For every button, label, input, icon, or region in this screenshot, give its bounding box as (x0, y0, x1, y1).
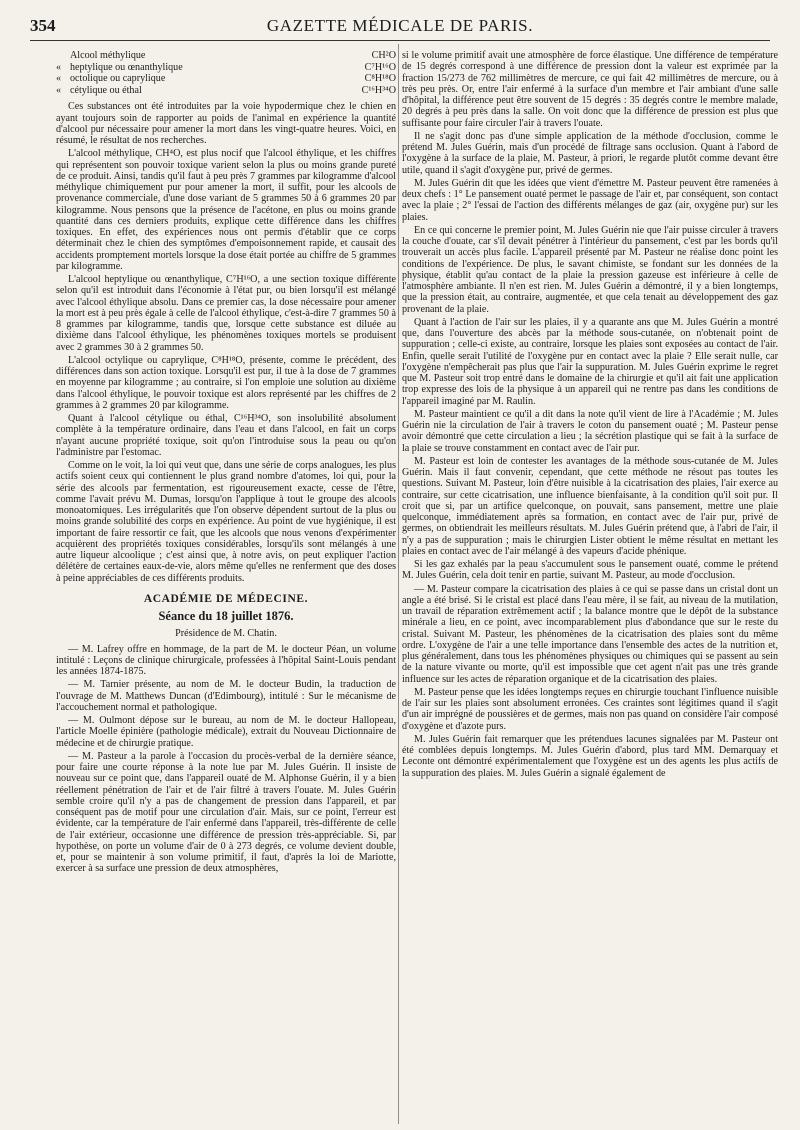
section-heading: ACADÉMIE DE MÉDECINE. (143, 592, 309, 605)
paragraph: M. Jules Guérin fait remarquer que les prétendues lacunes signalées par M. Pasteur ont été comblées depuis longtemps. M. Jules Guérin d'abord, plus tard MM. Demarquay et Leconte ont démontré expérimentalement que l'oxygène est un des agents les plus actifs de la suppuration des plaies. M. Jules Guérin a signalé également de (402, 733, 778, 779)
page-number: 354 (30, 16, 56, 35)
paragraph: En ce qui concerne le premier point, M. Jules Guérin nie que l'air puisse circuler à travers la couche d'ouate, car s'il devait pénétrer à l'intérieur du pansement, c'est par les bords qu'il trouverait un accès plus facile. L'appareil présenté par M. Pasteur ne réalise donc point les conditions de l'expérience. De plus, le savant chimiste, se fondant sur les données de la physique, établit qu'au contact de la plaie la pression gazeuse est inférieure à celle de l'atmosphère ambiante. Il n'en est rien. M. Jules Guérin a démontré, il y a bien longtemps, que la pression était, au contraire, augmentée, et que cela tenait au développement des gaz provenant de la plaie. (402, 224, 778, 315)
alcohol-name: octolique ou caprylique (70, 73, 166, 85)
alcohol-name: heptylique ou œnanthylique (70, 61, 183, 73)
paragraph: Quant à l'action de l'air sur les plaies, il y a quarante ans que M. Jules Guérin a montré que, dans l'ouverture des abcès par la méthode sous-cutanée, on n'obtenait point de suppuration ; celle-ci existe, au contraire, lorsque les plaies sont exposées au contact de l'air. Enfin, quelle serait l'utilité de l'oxygène pur en contact avec la plaie ? Elle serait nulle, car l'oxygène n'empêcherait pas plus que l'air la suppuration. M. Jules Guérin exprime le regret que M. Pasteur soit trop entré dans le domaine de la chirurgie et qu'il ait fait une application trop expresse des lois de la physique à un appareil qui ne rentre pas dans les conditions de l'appareil imaginé par M. Raulin. (402, 316, 778, 407)
column-divider (398, 44, 399, 1124)
paragraph: si le volume primitif avait une atmosphère de force élastique. Une différence de température de 15 degrés correspond à une différence de pression dont la valeur est exprimée par la fraction 15/273 de 762 millimètres de mercure, ce qui fait 42 millimètres de mercure, ou à très peu près. Or, entre l'air enfermé à la surface d'un membre et l'air ambiant d'une salle d'hôpital, la différence peut être souvent de 15 degrés : 35 degrés contre le membre malade, 20 degrés à peu près dans la salle. On voit donc que la différence de pression est plus que suffisante pour faire circuler l'air à travers l'ouate. (402, 50, 778, 129)
paragraph: M. Pasteur est loin de contester les avantages de la méthode sous-cutanée de M. Jules Guérin. Mais il faut convenir, cependant, que cette méthode ne résout pas toutes les questions. Suivant M. Pasteur, loin d'être nuisible à la cicatrisation des plaies, l'air exerce au contraire, sur cette cicatrisation, une influence bienfaisante, à la condition qu'il soit pur. Il croit que si, par un artifice quelconque, on pouvait, sans pansement, mettre une plaie quelconque, immédiatement après sa formation, en contact avec de l'air pur, privé de germes, on obtiendrait les meilleurs résultats. M. Jules Guérin prétend que, à l'abri de l'air, il n'y a pas de suppuration ; mais le chirurgien Lister obtient le même résultat en mettant les plaies en contact avec de l'air mélangé à des vapeurs d'acide phénique. (402, 455, 778, 557)
ditto-mark: « (56, 73, 62, 85)
left-column (56, 50, 396, 877)
paragraph: L'alcool heptylique ou œnanthylique, C⁷H¹⁶O, a une section toxique différente selon qu'il est introduit dans l'économie à l'état pur, ou bien lorsqu'il est mélangé avec l'alcool éthylique absolu. Dans ce premier cas, la dose nécessaire pour amener la mort est à peu près égale à celle de l'alcool éthylique, c'est-à-dire 7 grammes 50 à 8 grammes par kilogramme, tandis que, lorsque cette substance est diluée au dixième dans l'alcool éthylique, les phénomènes toxiques mortels se produisent avec 2 grammes 30 à 2 grammes 50. (56, 274, 396, 353)
paragraph: L'alcool méthylique, CH⁴O, est plus nocif que l'alcool éthylique, et les chiffres qui représentent son pouvoir toxique varient selon la plus ou moins grande pureté de ce produit. Ainsi, tandis qu'il faut à peu près 7 grammes par kilogramme d'alcool méthylique chimiquement pur pour amener la mort, il suffit, pour les alcools de provenance commerciale, d'une dose variant de 5 grammes 50 à 6 grammes 20 par kilogramme. Nous pensons que la présence de l'acétone, en plus ou moins grande quantité dans ces derniers produits, explique cette différence dans les chiffres toxiques. En effet, des expériences nous ont permis d'établir que ce corps déterminait chez le chien des symptômes d'empoisonnement rapide, et causait des accidents promptement mortels lorsque la dose était portée au chiffre de 5 grammes par kilogramme. (56, 148, 396, 272)
presidency-line: Présidence de M. Chatin. (175, 628, 277, 640)
paragraph: Il ne s'agit donc pas d'une simple application de la méthode d'occlusion, comme le prétend M. Jules Guérin, mais d'un procédé de filtrage sans occlusion. Quant à l'abord de l'oxygène à la surface de la plaie, M. Pasteur, à priori, le regarde plutôt comme devant être utile, quand il s'agit d'oxygène pur, privé de germes. (402, 130, 778, 176)
paragraph: M. Jules Guérin dit que les idées que vient d'émettre M. Pasteur peuvent être ramenées à deux chefs : 1° Le pansement ouaté permet le passage de l'air et, par conséquent, son contact avec la plaie ; 2° l'essai de l'action des différents mélanges de gaz (air, oxygène pur) sur les plaies. (402, 177, 778, 223)
paragraph: — M. Tarnier présente, au nom de M. le docteur Budin, la traduction de l'ouvrage de M. Matthews Duncan (d'Edimbourg), intitulé : Sur le mécanisme de l'accouchement normal et pathologique. (56, 679, 396, 713)
session-heading: Séance du 18 juillet 1876. (158, 609, 294, 624)
paragraph: Quant à l'alcool cétylique ou éthal, C¹⁶H³⁴O, son insolubilité absolument complète à la température ordinaire, dans l'eau et dans l'alcool, en fait un corps n'ayant aucune propriété toxique, soit qu'on l'introduise sous la peau ou qu'on l'administre par l'estomac. (56, 413, 396, 458)
alcohol-name: cétylique ou éthal (70, 84, 142, 96)
alcohol-row (56, 85, 396, 97)
paragraph: Comme on le voit, la loi qui veut que, dans une série de corps analogues, les plus actifs soient ceux qui contiennent le plus grand nombre d'atomes, loi qui, pour la série des alcools par fermentation, est rigoureusement exacte, cesse de l'être, comme l'avait prévu M. Dumas, lorsqu'on l'applique à tout le groupe des alcools monoatomiques. Les irrégularités que l'on observe dépendent surtout de la plus ou moins grande solubilité des corps en expérience. Au point de vue hygiénique, il est important de faire ressortir ce fait, que les alcools que nous venons d'expérimenter acquièrent des propriétés toxiques considérables, lorsqu'ils sont mélangés à une autre liqueur alcoolique ; c'est ainsi que, à notre avis, on peut expliquer l'action délétère de certaines eaux-de-vie, alors même qu'elles ne renferment que des doses à peine appréciables de ces différents produits. (56, 460, 396, 584)
alcohol-formula-table (56, 50, 396, 96)
alcohol-name: Alcool méthylique (70, 50, 146, 61)
journal-title: GAZETTE MÉDICALE DE PARIS. (266, 16, 534, 35)
alcohol-formula: C¹⁶H³⁴O (361, 84, 396, 96)
paragraph: Ces substances ont été introduites par la voie hypodermique chez le chien en ayant toujours soin de rapporter au poids de l'animal en expérience la quantité d'alcool pur nécessaire pour amener la mort dans les vingt-quatre heures. Voici, en résumé, le résultat de nos recherches. (56, 101, 396, 147)
ditto-mark: « (56, 84, 62, 96)
alcohol-row (56, 50, 396, 62)
alcohol-row (56, 73, 396, 85)
paragraph: — M. Pasteur compare la cicatrisation des plaies à ce qui se passe dans un cristal dont un angle a été brisé. Si le cristal est placé dans l'eau mère, il se fait, au niveau de la mutilation, un travail de réparation extrêmement actif ; la balance montre que le dépôt de la substance minérale a lieu, en ce point, avec incomparablement plus d'abondance que sur le reste du cristal. Suivant M. Pasteur, les phénomènes de la cicatrisation des plaies sont du même ordre. L'oxygène de l'air a une telle importance dans l'ensemble des actes de la nutrition et, plus généralement, dans tous les phénomènes physiques ou chimiques qui se passent au sein de la nature vivante ou morte, qu'il est impossible que cet agent n'ait pas une très grande influence sur les actes de réparation organique et de la cicatrisation des plaies. (402, 583, 778, 685)
alcohol-formula: C⁸H¹⁸O (364, 73, 396, 85)
alcohol-row (56, 62, 396, 74)
paragraph: L'alcool octylique ou caprylique, C⁸H¹⁸O, présente, comme le précédent, des différences dans son action toxique. Lorsqu'il est pur, il tue à la dose de 7 grammes en moyenne par kilogramme ; au contraire, si l'on emploie une solution au dixième dans l'alcool éthylique, le pouvoir toxique est alors représenté par les chiffres de 2 grammes à 2 grammes 20 par kilogramme. (56, 354, 396, 411)
alcohol-formula: C⁷H¹⁶O (364, 61, 396, 73)
alcohol-formula: CH²O (371, 50, 396, 61)
paragraph: — M. Pasteur a la parole à l'occasion du procès-verbal de la dernière séance, pour faire une courte réponse à la note lue par M. Jules Guérin. Il insiste de nouveau sur ce point que, dans l'appareil ouaté de M. Alphonse Guérin, il y a bien réellement pénétration de l'air et de l'air filtré à travers l'ouate. M. Jules Guérin semble croire qu'il n'y a pas de changement de pression dans l'appareil, et par conséquent pas de motif pour une circulation d'air. Mais, sur ce point, l'erreur est évidente, car la température de l'air enfermé dans l'appareil, très-différente de celle de l'air extérieur, occasionne une différence de pression très-appréciable. Si, par hypothèse, on porte un volume d'air de 0 à 273 degrés, ce volume devient double, et, pour se maintenir à son volume primitif, il faut, d'après la loi de Mariotte, exercer à sa surface une pression de deux atmosphères, (56, 750, 396, 875)
paragraph: M. Pasteur pense que les idées longtemps reçues en chirurgie touchant l'influence nuisible de l'air sur les plaies sont absolument erronées. Ces craintes sont légitimes quand il s'agit d'un air imprégné de poussières et de germes, mais non pas quand on considère l'air composé d'oxygène et d'azote purs. (402, 686, 778, 732)
paragraph: — M. Oulmont dépose sur le bureau, au nom de M. le docteur Hallopeau, l'article Moelle épinière (pathologie médicale), extrait du Nouveau Dictionnaire de médecine et de chirurgie pratique. (56, 715, 396, 749)
ditto-mark: « (56, 61, 62, 73)
paragraph: Si les gaz exhalés par la peau s'accumulent sous le pansement ouaté, comme le prétend M. Jules Guérin, cela doit tenir en partie, suivant M. Pasteur, au mode d'occlusion. (402, 559, 778, 582)
page-header (30, 14, 770, 41)
ditto-mark (56, 50, 70, 62)
paragraph: — M. Lafrey offre en hommage, de la part de M. le docteur Péan, un volume intitulé : Leçons de clinique chirurgicale, professées à l'hôpital Saint-Louis pendant les années 1874-1875. (56, 643, 396, 678)
paragraph: M. Pasteur maintient ce qu'il a dit dans la note qu'il vient de lire à l'Académie ; M. Jules Guérin nie la circulation de l'air à travers le coton du pansement ouaté ; M. Pasteur pense avoir démontré que cette circulation a lieu ; la sécrétion plastique qui se fait à la surface de la plaie se trouve constamment en contact avec de l'air pur. (402, 408, 778, 454)
right-column (402, 50, 778, 781)
